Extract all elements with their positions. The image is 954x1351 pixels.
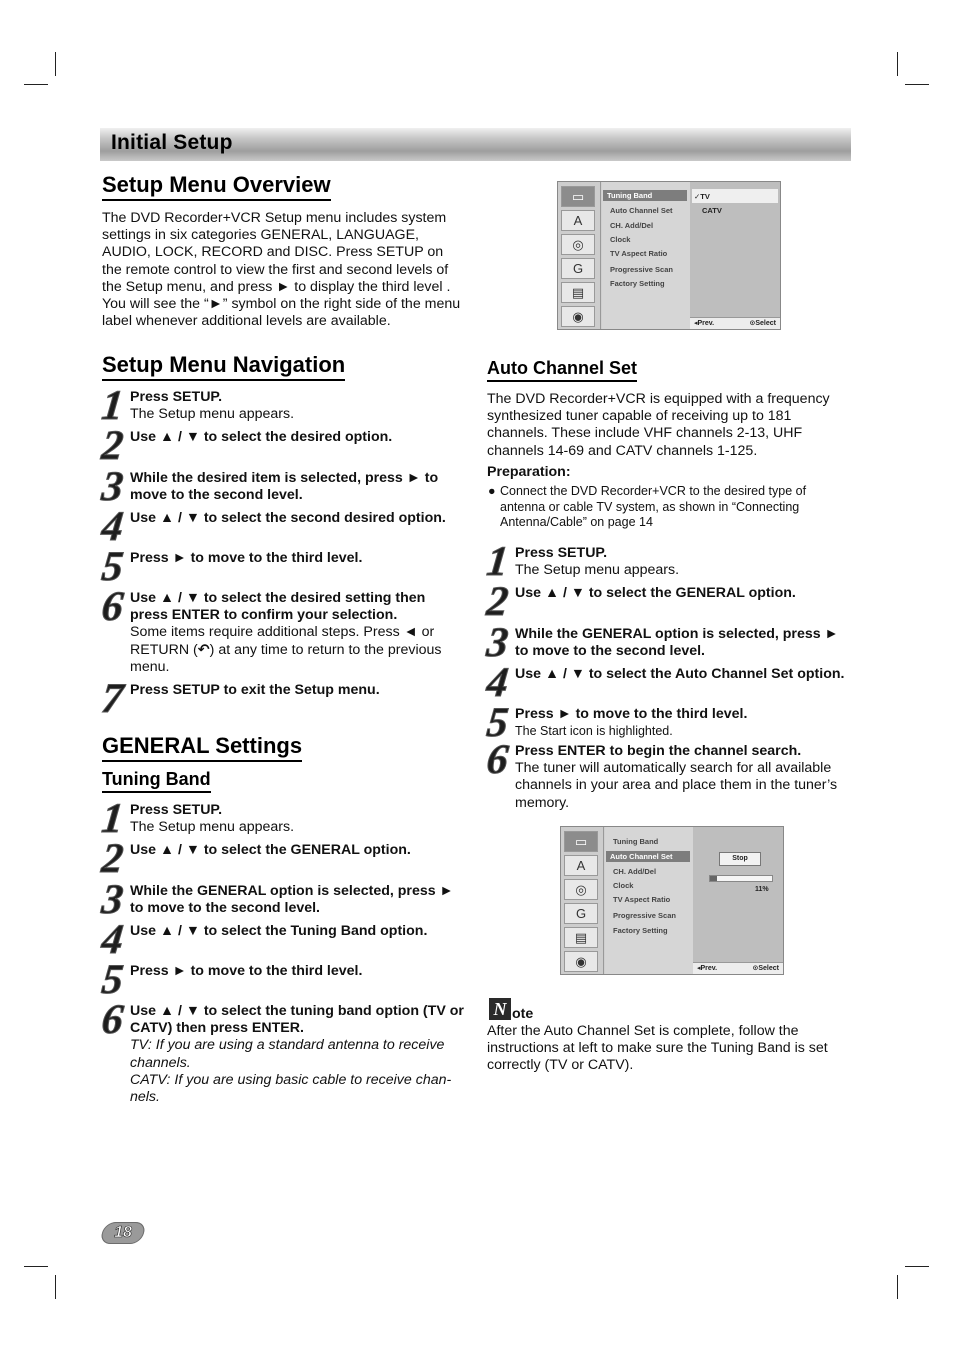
step-title: Press SETUP. [130, 389, 223, 405]
menu-category-column [561, 827, 604, 974]
step-number: 1 [99, 383, 126, 429]
preparation-label: Preparation: [487, 464, 571, 480]
step-number: 4 [99, 504, 126, 550]
step-title: Use ▲ / ▼ to select the Tuning Band option. [130, 923, 428, 939]
step-title: Press ENTER to begin the channel search. [515, 743, 802, 759]
general-heading: GENERAL Settings [102, 733, 302, 762]
note-label: ote [512, 1006, 534, 1022]
menu-item: Clock [610, 235, 631, 244]
step-number: 3 [99, 464, 126, 510]
menu-category-column [558, 182, 601, 329]
step-number: 5 [484, 700, 511, 746]
step-title: Use ▲ / ▼ to select the desired option. [130, 429, 393, 445]
tuning-band-heading: Tuning Band [102, 769, 211, 793]
crop-mark [55, 1275, 56, 1299]
auto-channel-heading: Auto Channel Set [487, 358, 637, 382]
return-icon: ↶ [197, 641, 210, 658]
step-number: 5 [99, 957, 126, 1003]
preparation-item [487, 484, 832, 531]
step-desc: The Start icon is highlighted. [515, 724, 673, 739]
record-icon: ▤ [564, 927, 598, 948]
step-title: While the GENERAL option is selected, press ► to move to the second level. [130, 883, 454, 917]
disc-icon: ◉ [564, 951, 598, 972]
enter-icon: ⊙ [752, 965, 759, 972]
step-number: 2 [99, 423, 126, 469]
menu-item: TV Aspect Ratio [610, 249, 668, 258]
step-number: 3 [99, 877, 126, 923]
menu-item: Progressive Scan [610, 265, 673, 274]
step-number: 4 [99, 917, 126, 963]
step-number: 2 [99, 836, 126, 882]
menu-navbar: ◂Prev. ⊙Select [690, 317, 780, 329]
menu-items [605, 827, 693, 974]
general-icon: ▭ [561, 186, 595, 207]
setup-menu-screenshot-tuning-band [557, 181, 781, 330]
step-title: Use ▲ / ▼ to select the GENERAL option. [130, 842, 411, 858]
step-title: Press ► to move to the third level. [515, 706, 748, 722]
step-number: 1 [484, 539, 511, 585]
note-icon: N [489, 998, 511, 1020]
menu-options [690, 182, 780, 329]
left-arrow-icon: ◂ [697, 965, 701, 972]
step-number: 6 [99, 997, 126, 1043]
step-number: 6 [484, 737, 511, 783]
navigation-heading: Setup Menu Navigation [102, 352, 345, 381]
bullet-icon: ● [488, 484, 496, 498]
preparation-text: Connect the DVD Recorder+VCR to the desired type of antenna or cable TV system, as shown in “Connecting Antenna/Cable” on page 14 [500, 484, 807, 529]
step-desc: TV: If you are using a standard antenna to receive channels. [130, 1037, 445, 1071]
menu-item: Tuning Band [603, 190, 687, 201]
step-number: 7 [99, 676, 126, 722]
step-desc: The Setup menu appears. [515, 562, 680, 579]
step-title: Press SETUP. [515, 545, 608, 561]
note-text: After the Auto Channel Set is complete, follow the instructions at left to make sure the Tuning Band is set correctly (TV or CATV). [487, 1023, 828, 1074]
crop-mark [897, 1275, 898, 1299]
check-icon: ✓ [694, 192, 701, 201]
auto-channel-intro: The DVD Recorder+VCR is equipped with a frequency synthesized tuner capable of receiving up to 181 channels. These include VHF channels 2-13, UHF channels 14-69 and CATV channels 1-125. [487, 391, 830, 459]
disc-icon: ◉ [561, 306, 595, 327]
overview-heading: Setup Menu Overview [102, 172, 331, 201]
step-number: 6 [99, 584, 126, 630]
step-desc: CATV: If you are using basic cable to receive chan-nels. [130, 1071, 452, 1106]
crop-mark [905, 1266, 929, 1267]
menu-item: CH. Add/Del [613, 867, 657, 876]
step-desc: Some items require additional steps. Press ◄ or RETURN (↶) at any time to return to the previous menu. [130, 624, 442, 675]
crop-mark [24, 84, 48, 85]
step-title: While the desired item is selected, press ► to move to the second level. [130, 470, 439, 504]
step-desc: The tuner will automatically search for all available channels in your area and place them in the tuner’s memory. [515, 760, 838, 811]
menu-options [693, 827, 783, 974]
menu-items [602, 182, 690, 329]
audio-icon: ◎ [564, 879, 598, 900]
menu-item: Factory Setting [613, 926, 668, 935]
step-number: 4 [484, 660, 511, 706]
audio-icon: ◎ [561, 234, 595, 255]
crop-mark [905, 84, 929, 85]
step-title: Use ▲ / ▼ to select the GENERAL option. [515, 585, 796, 601]
progress-label: 11% [755, 886, 769, 893]
step-desc: The Setup menu appears. [130, 406, 295, 423]
step-number: 5 [99, 544, 126, 590]
menu-item: Auto Channel Set [610, 206, 673, 215]
menu-item: CH. Add/Del [610, 221, 654, 230]
menu-item: Clock [613, 881, 634, 890]
record-icon: ▤ [561, 282, 595, 303]
crop-mark [55, 52, 56, 76]
page-title: Initial Setup [111, 131, 233, 154]
step-number: 3 [484, 620, 511, 666]
step-desc: The Setup menu appears. [130, 819, 295, 836]
step-title: Use ▲ / ▼ to select the Auto Channel Set option. [515, 666, 845, 682]
general-icon: ▭ [564, 831, 598, 852]
menu-item: Factory Setting [610, 279, 665, 288]
step-number: 1 [99, 796, 126, 842]
enter-icon: ⊙ [749, 320, 756, 327]
progress-track [709, 875, 773, 882]
language-icon: A [561, 210, 595, 231]
step-title: Use ▲ / ▼ to select the desired setting then press ENTER to confirm your selection. [130, 590, 426, 624]
crop-mark [24, 1266, 48, 1267]
overview-body: The DVD Recorder+VCR Setup menu includes system settings in six categories GENERAL, LANGUAGE, AUDIO, LOCK, RECORD and DISC. Press SETUP on the remote control to view the first and second levels of the Setup menu, and press ► to display the third level . You will see the “►” symbol on the right side of the menu label whenever additional levels are available. [102, 210, 461, 330]
step-number: 2 [484, 579, 511, 625]
menu-navbar: ◂Prev. ⊙Select [693, 962, 783, 974]
step-title: Use ▲ / ▼ to select the second desired option. [130, 510, 446, 526]
stop-button: Stop [719, 852, 761, 866]
left-arrow-icon: ◂ [694, 320, 698, 327]
step-title: Press SETUP. [130, 802, 223, 818]
step-title: Press ► to move to the third level. [130, 550, 363, 566]
step-title: While the GENERAL option is selected, press ► to move to the second level. [515, 626, 839, 660]
language-icon: A [564, 855, 598, 876]
option-catv: CATV [702, 206, 722, 215]
setup-menu-screenshot-auto-channel [560, 826, 784, 975]
page-number: 18 [114, 1224, 132, 1241]
step-title: Use ▲ / ▼ to select the tuning band option (TV or CATV) then press ENTER. [130, 1003, 464, 1037]
step-title: Press SETUP to exit the Setup menu. [130, 682, 380, 698]
menu-item: Auto Channel Set [606, 851, 690, 862]
crop-mark [897, 52, 898, 76]
progress-fill [710, 876, 717, 881]
menu-item: TV Aspect Ratio [613, 895, 671, 904]
lock-icon: G [561, 258, 595, 279]
menu-item: Tuning Band [613, 837, 659, 846]
lock-icon: G [564, 903, 598, 924]
option-tv: ✓TV [694, 192, 710, 201]
menu-item: Progressive Scan [613, 911, 676, 920]
step-title: Press ► to move to the third level. [130, 963, 363, 979]
